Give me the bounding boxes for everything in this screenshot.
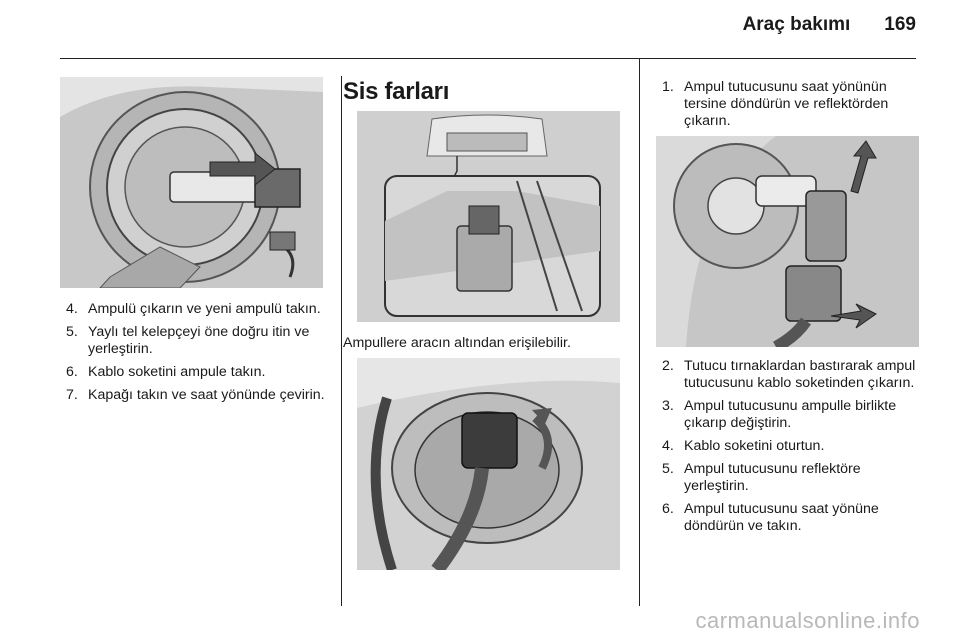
step-text: Kapağı takın ve saat yönünde çevirin. [88, 387, 325, 403]
column-divider-right [639, 58, 640, 606]
step-text: Ampul tutucusunu saat yönüne döndürün ve takın. [684, 501, 879, 534]
step-text: Tutucu tırnaklardan bastırarak ampul tutucusunu kablo soketinden çıkarın. [684, 358, 916, 391]
list-item [662, 438, 924, 455]
right-steps-list-top [662, 79, 924, 136]
step-number: 4. [662, 438, 674, 454]
step-text: Ampul tutucusunu saat yönünün tersine döndürün ve reflektörden çıkarın. [684, 79, 889, 129]
step-number: 1. [662, 79, 674, 95]
step-number: 6. [66, 364, 78, 380]
watermark: carmanualsonline.info [695, 608, 920, 633]
step-number: 5. [662, 461, 674, 477]
list-item [662, 461, 924, 495]
section-title: Sis farları [343, 78, 450, 105]
step-text: Ampulü çıkarın ve yeni ampulü takın. [88, 301, 321, 317]
step-text: Kablo soketini ampule takın. [88, 364, 266, 380]
list-item [66, 364, 328, 381]
step-number: 3. [662, 398, 674, 414]
figure-bulb-holder-removal [656, 136, 919, 347]
header-rule [60, 58, 916, 59]
page-header [743, 14, 916, 36]
step-number: 6. [662, 501, 674, 517]
step-text: Ampul tutucusunu ampulle birlikte çıkarıp değiştirin. [684, 398, 897, 431]
figure-socket-drawing [357, 358, 620, 570]
list-item [66, 301, 328, 318]
step-text: Kablo soketini oturtun. [684, 438, 825, 454]
column-divider-left [341, 76, 342, 606]
header-title: Araç bakımı [742, 14, 851, 35]
list-item [66, 324, 328, 358]
step-number: 5. [66, 324, 78, 340]
figure-bulb-replacement-drawing [60, 77, 323, 288]
access-paragraph: Ampullere aracın altından erişilebilir. [343, 335, 571, 351]
step-number: 7. [66, 387, 78, 403]
right-steps-list-bottom [662, 358, 924, 541]
list-item [662, 501, 924, 535]
step-text: Ampul tutucusunu reflektöre yerleştirin. [684, 461, 861, 494]
figure-bulb-replacement [60, 77, 323, 288]
list-item [662, 358, 924, 392]
page-number: 169 [884, 14, 916, 35]
list-item [662, 79, 924, 130]
figure-bulb-holder-drawing [656, 136, 919, 347]
step-number: 4. [66, 301, 78, 317]
figure-fog-light-location [357, 111, 620, 322]
step-text: Yaylı tel kelepçeyi öne doğru itin ve yerleştirin. [88, 324, 310, 357]
step-number: 2. [662, 358, 674, 374]
list-item [66, 387, 328, 404]
list-item [662, 398, 924, 432]
left-steps-list [66, 301, 328, 410]
figure-fog-light-drawing [357, 111, 620, 322]
figure-fog-light-socket [357, 358, 620, 570]
